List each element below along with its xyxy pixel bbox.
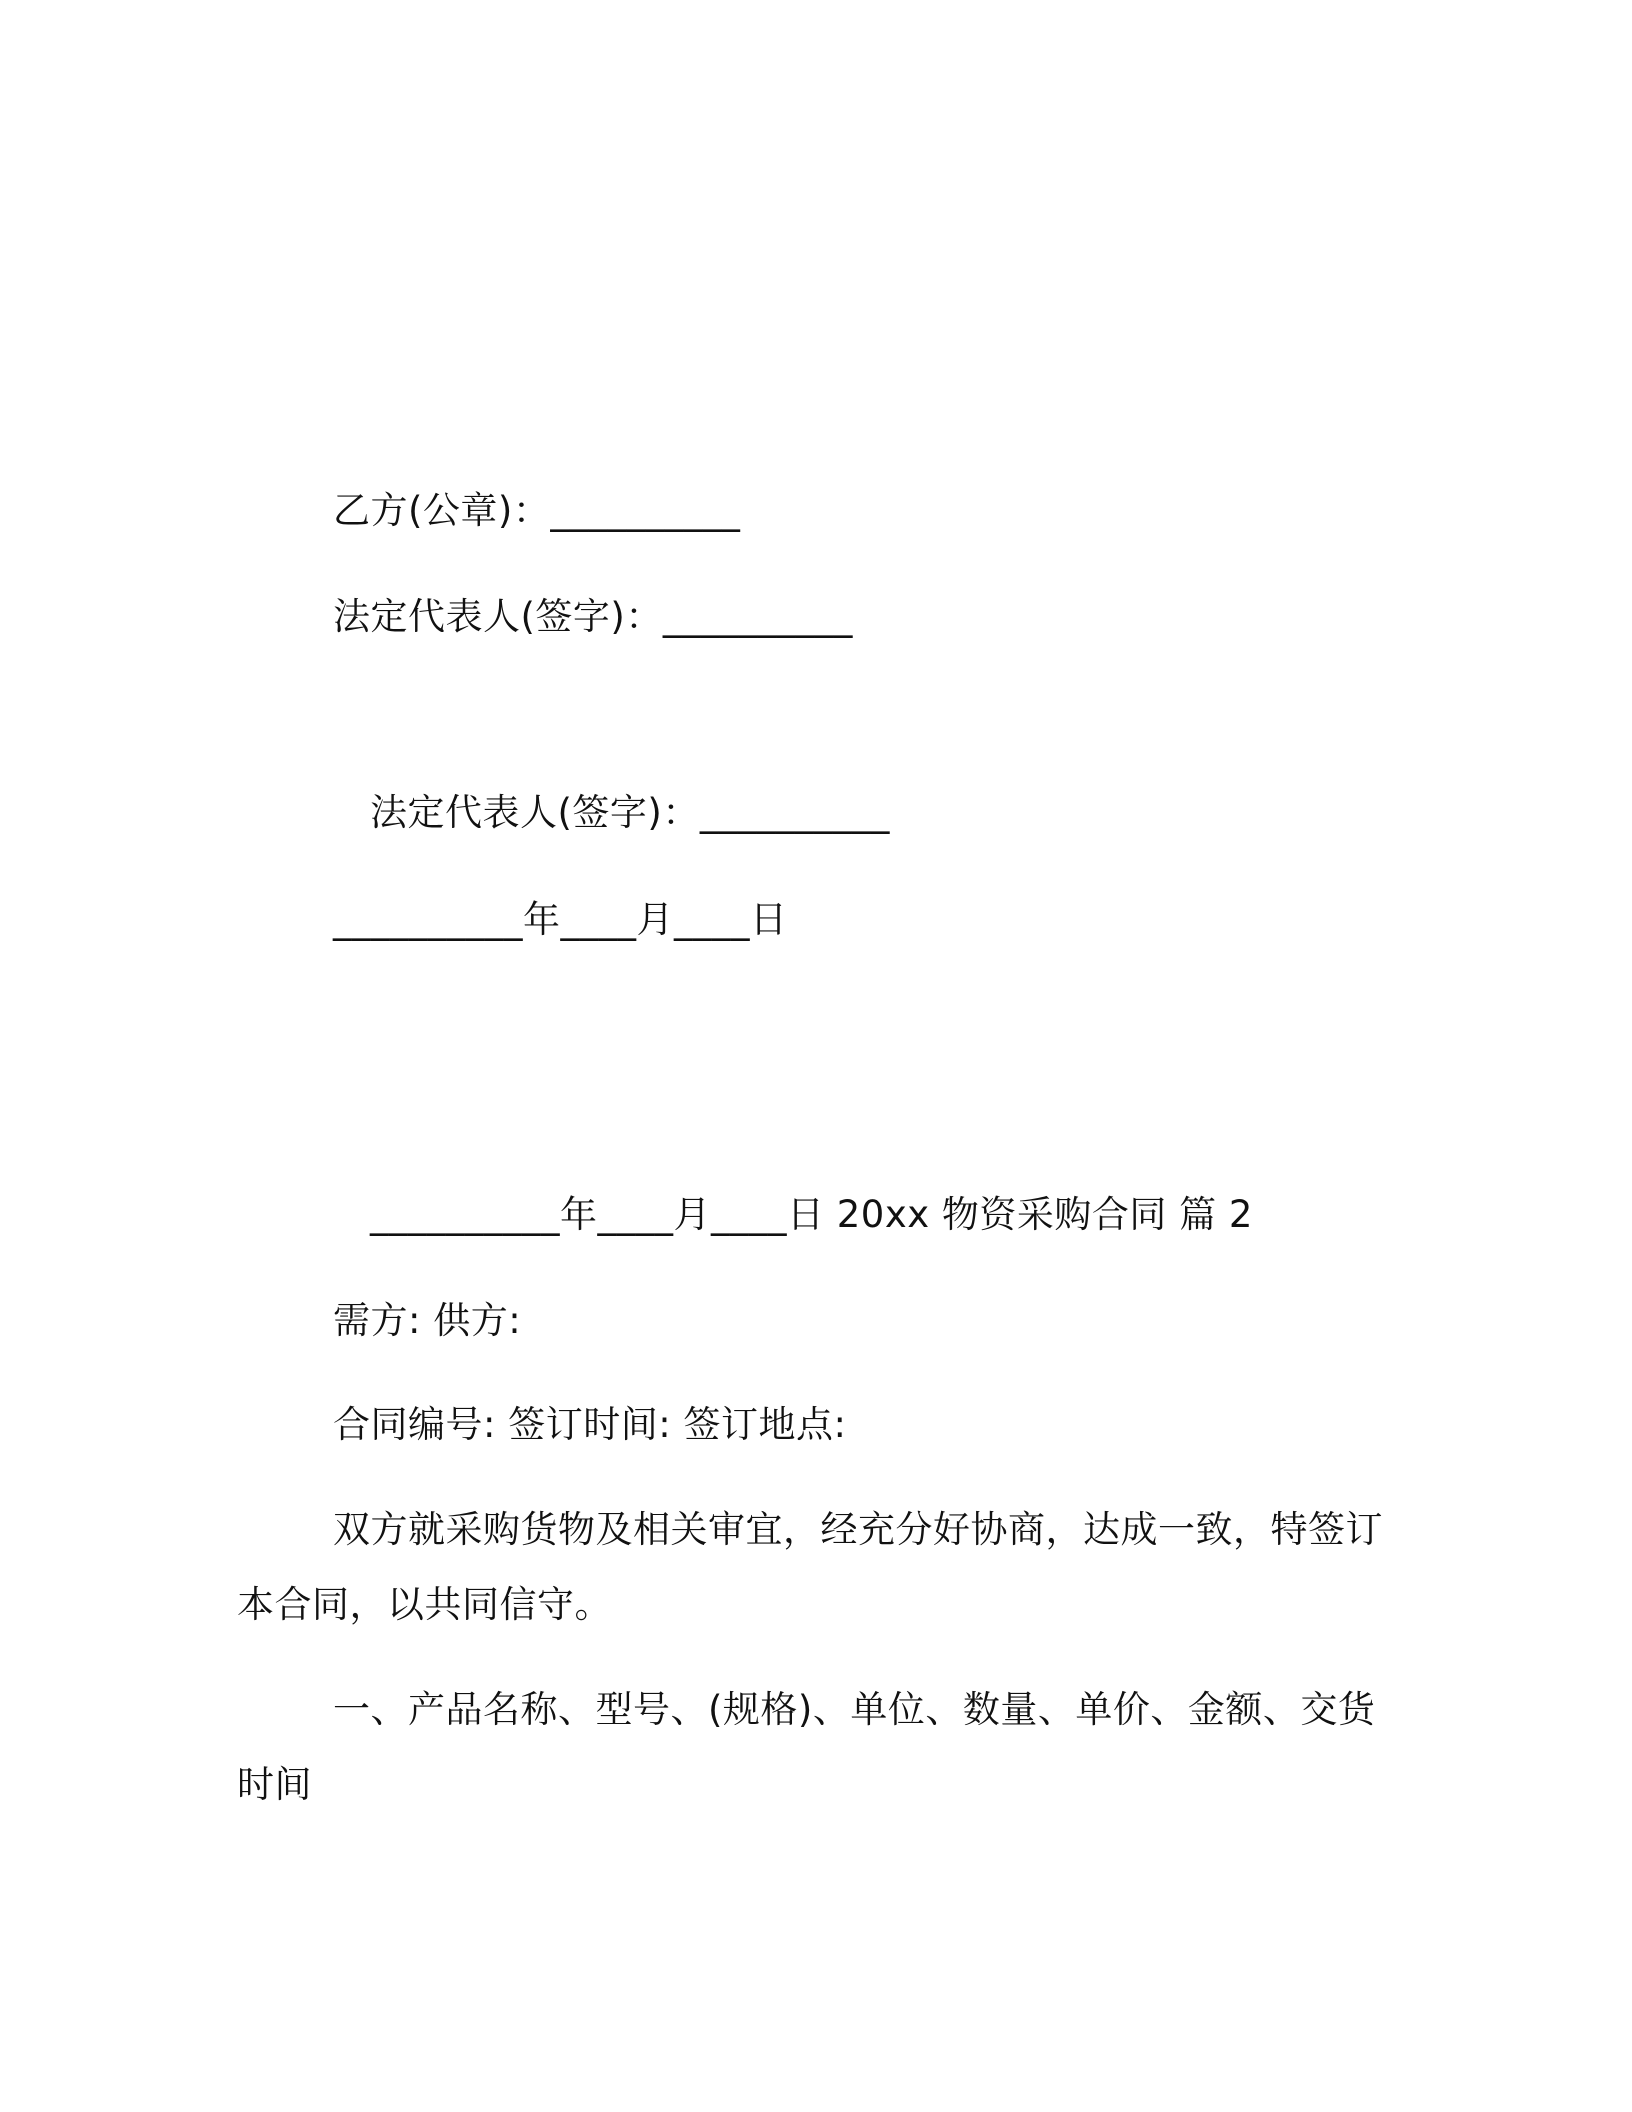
intro-paragraph-line-1: 双方就采购货物及相关审宜，经充分好协商，达成一致，特签订 (333, 1508, 1383, 1551)
intro-paragraph-line-2: 本合同，以共同信守。 (237, 1583, 612, 1626)
legal-representative-line-2: 法定代表人(签字)：__________ (370, 791, 890, 834)
date-and-title-line: __________年____月____日 20xx 物资采购合同 篇 2 (370, 1193, 1253, 1236)
buyer-supplier-line: 需方: 供方: (333, 1299, 522, 1342)
section-1-heading-line-1: 一、产品名称、型号、(规格)、单位、数量、单价、金额、交货 (333, 1688, 1376, 1731)
contract-meta-line: 合同编号: 签订时间: 签订地点: (333, 1403, 847, 1446)
party-b-seal-line: 乙方(公章)：__________ (333, 489, 741, 532)
legal-representative-line: 法定代表人(签字)：__________ (333, 595, 853, 638)
date-line: __________年____月____日 (333, 898, 788, 941)
section-1-heading-line-2: 时间 (237, 1763, 312, 1806)
